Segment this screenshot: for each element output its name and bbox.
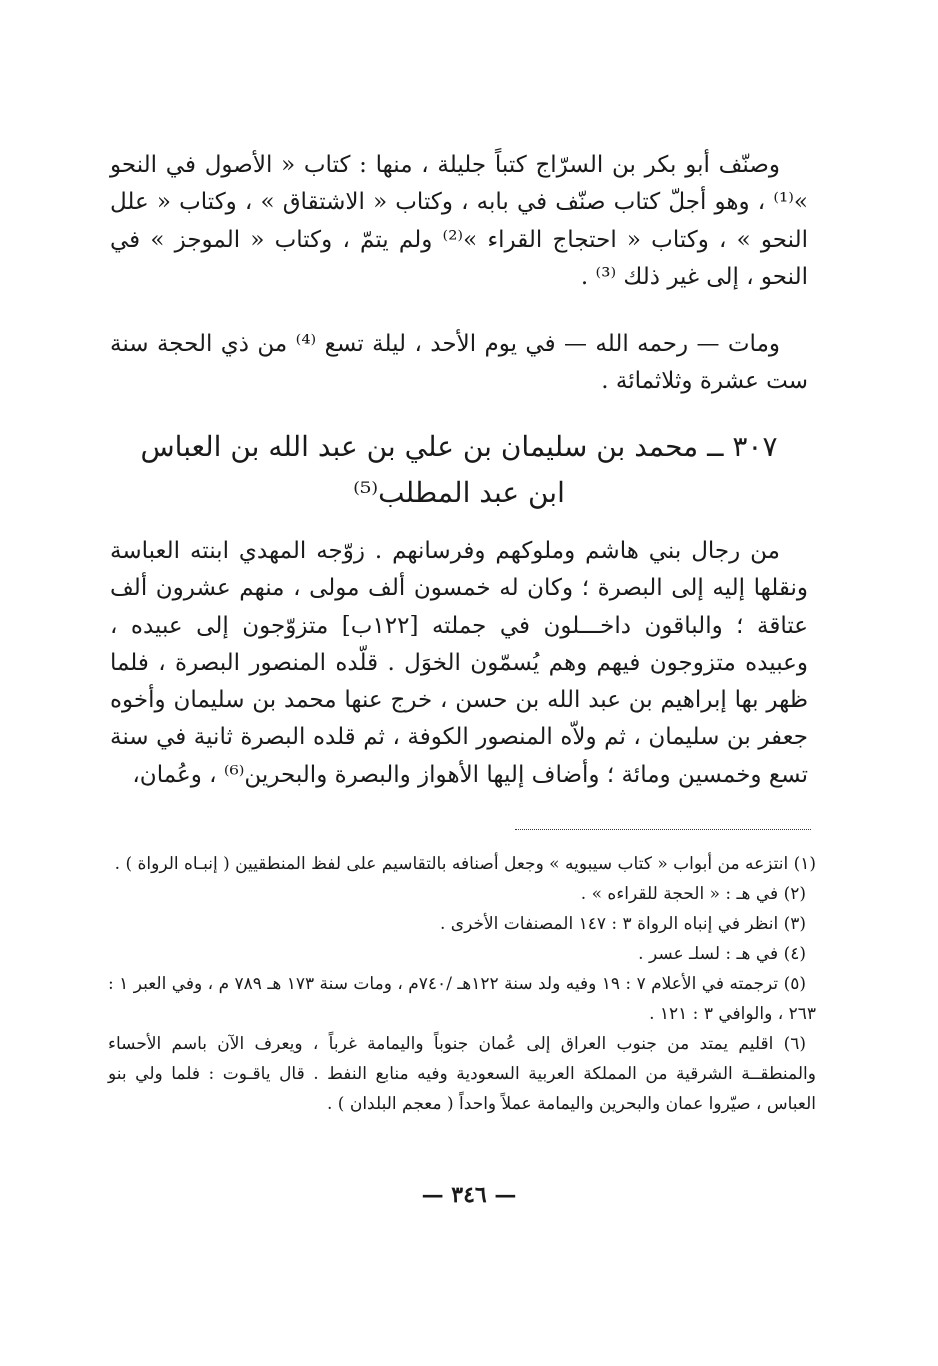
paragraph-works: وصنّف أبو بكر بن السرّاج كتباً جليلة ، منها : كتاب « الأصول في النحو »⁽¹⁾ ، وهو أجلّ كتاب صنّف في بابه ، وكتاب « الاشتقاق » ، وكتاب « علل النحو » ، وكتاب « احتجاج القراء »⁽²⁾ ولم يتمّ ، وكتاب « الموجز » في النحو ، إلى غير ذلك ⁽³⁾ .: [110, 152, 808, 290]
page-number: — ٣٤٦ —: [421, 1182, 517, 1208]
footnote-5: (٥) ترجمته في الأعلام ٧ : ١٩ وفيه ولد سنة ١٢٢هـ /٧٤٠م ، ومات سنة ١٧٣ هـ ٧٨٩ م ، وفي العبر ١ : ٢٦٣ ، والوافي ٣ : ١٢١ .: [108, 974, 816, 1024]
entry-heading: [110, 424, 808, 516]
entry-heading-line-2: ابن عبد المطلب⁽⁵⁾: [353, 476, 565, 509]
footnote-3: (٣) انظر في إنباه الرواة ٣ : ١٤٧ المصنفات الأخرى .: [439, 914, 806, 934]
footnote-6: (٦) اقليم يمتد من جنوب العراق إلى عُمان جنوباً واليمامة غرباً ، ويعرف الآن باسم الأحساء والمنطقــة الشرقية من المملكة العربية السعودية وفيه منابع النفط . قال ياقـوت : فلما ولي بنو العباس ، صيّروا عمان والبحرين واليمامة عملاً واحداً ( معجم البلدان ) .: [108, 1034, 816, 1114]
footnote-4: (٤) في هـ : لسلـ عسر .: [638, 944, 806, 964]
entry-body: من رجال بني هاشم وملوكهم وفرسانهم . زوّجه المهدي ابنته العباسة ونقلها إليه إلى البصرة ؛ وكان له خمسون ألف مولى ، منهم عشرون ألف عتاقة ؛ والباقون داخـــلون في جملته [١٢٢ب] متزوّجون إلى عبيده ، وعبيده متزوجون فيهم وهم يُسمّون الخوَل . قلّده المنصور البصرة ، فلما ظهر بها إبراهيم بن عبد الله بن حسن ، خرج عنها محمد بن سليمان وأخوه جعفر بن سليمان ، ثم ولاّه المنصور الكوفة ، ثم قلده البصرة ثانية في سنة تسع وخمسين ومائة ؛ وأضاف إليها الأهواز والبصرة والبحرين⁽⁶⁾ ، وعُمان،: [110, 538, 808, 788]
paragraph-death: ومات — رحمه الله — في يوم الأحد ، ليلة تسع ⁽⁴⁾ من ذي الحجة سنة ست عشرة وثلاثمائة .: [110, 331, 808, 395]
footnote-1: (١) انتزعه من أبواب « كتاب سيبويه » وجعل أصنافه بالتقاسيم على لفظ المنطقيين ( إنبـاه الرواة ) .: [114, 854, 816, 874]
entry-heading-line-1: ٣٠٧ ــ محمد بن سليمان بن علي بن عبد الله بن العباس: [140, 430, 778, 463]
footnotes: [108, 849, 816, 1119]
footnote-divider: [515, 829, 811, 830]
footnote-2: (٢) في هـ : « الحجة للقراءه » .: [580, 884, 806, 904]
